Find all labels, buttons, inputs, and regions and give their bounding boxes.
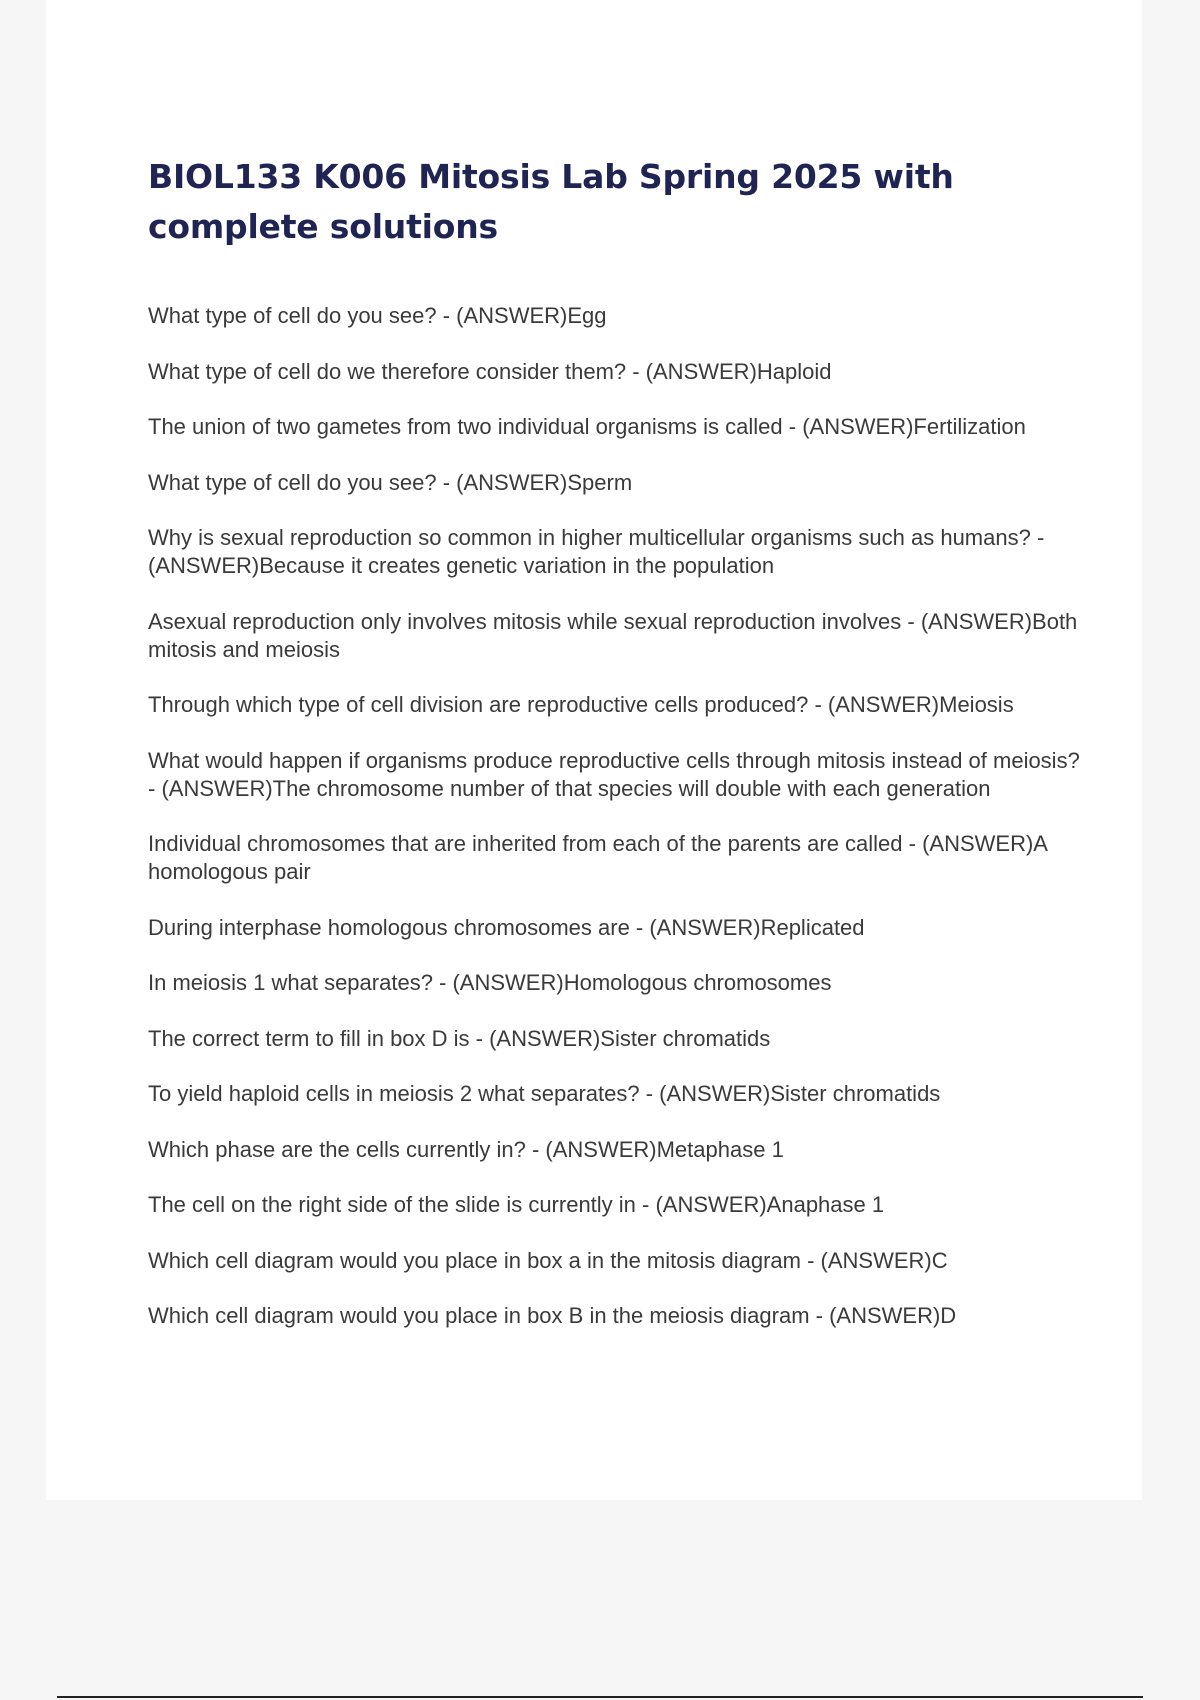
qa-item: Through which type of cell division are reproductive cells produced? - (ANSWER)Meiosis: [148, 692, 1014, 717]
qa-item: During interphase homologous chromosomes are - (ANSWER)Replicated: [148, 914, 865, 940]
qa-item: The correct term to fill in box D is - (ANSWER)Sister chromatids: [148, 1025, 771, 1051]
qa-item: What would happen if organisms produce reproductive cells through mitosis instead of meiosis? - (ANSWER)The chromosome number of that species will double with each generation: [148, 747, 1080, 801]
qa-item: Why is sexual reproduction so common in higher multicellular organisms such as humans? - (ANSWER)Because it creates genetic variation in the population: [148, 525, 1045, 578]
qa-item: The cell on the right side of the slide is currently in - (ANSWER)Anaphase 1: [148, 1192, 885, 1217]
qa-item: Which cell diagram would you place in box a in the mitosis diagram - (ANSWER)C: [148, 1247, 948, 1273]
qa-list: [148, 302, 1088, 1358]
qa-item: In meiosis 1 what separates? - (ANSWER)Homologous chromosomes: [148, 970, 832, 995]
qa-item: What type of cell do you see? - (ANSWER)Sperm: [148, 469, 633, 495]
qa-item: What type of cell do you see? - (ANSWER)Egg: [148, 303, 607, 328]
qa-item: The union of two gametes from two individual organisms is called - (ANSWER)Fertilization: [148, 414, 1026, 439]
qa-item: Individual chromosomes that are inherited from each of the parents are called - (ANSWER)A homologous pair: [148, 831, 1047, 884]
qa-item: Which phase are the cells currently in? - (ANSWER)Metaphase 1: [148, 1136, 784, 1162]
document-title: BIOL133 K006 Mitosis Lab Spring 2025 with complete solutions: [148, 157, 954, 246]
qa-item: Which cell diagram would you place in box B in the meiosis diagram - (ANSWER)D: [148, 1303, 957, 1328]
qa-item: To yield haploid cells in meiosis 2 what separates? - (ANSWER)Sister chromatids: [148, 1081, 941, 1106]
qa-item: Asexual reproduction only involves mitosis while sexual reproduction involves - (ANSWER)Both mitosis and meiosis: [148, 608, 1078, 662]
page-divider: [57, 1696, 1143, 1698]
qa-item: What type of cell do we therefore consider them? - (ANSWER)Haploid: [148, 358, 832, 384]
